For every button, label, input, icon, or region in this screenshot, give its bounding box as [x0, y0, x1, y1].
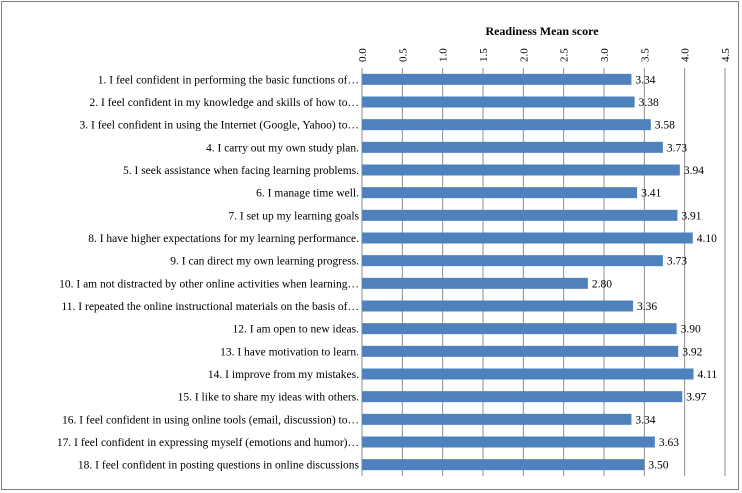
x-tick-label: 2.5 [558, 48, 571, 62]
data-label: 3.73 [666, 255, 688, 268]
bar [362, 210, 677, 221]
bar [362, 97, 635, 108]
bar-chart [2, 2, 740, 491]
x-tick-label: 4.0 [679, 48, 692, 62]
data-label: 3.36 [637, 301, 658, 313]
x-tick-label: 3.0 [599, 48, 611, 62]
category-labels [57, 74, 360, 471]
data-label: 3.91 [681, 210, 702, 223]
data-label: 3.73 [666, 142, 688, 155]
data-label: 3.41 [641, 187, 662, 200]
bar [362, 255, 663, 266]
x-tick-label: 3.5 [639, 48, 652, 62]
chart-frame [1, 1, 739, 490]
bar [362, 414, 631, 425]
data-label: 3.90 [680, 323, 701, 336]
bar [362, 187, 637, 198]
x-tick-label: 2.0 [518, 48, 531, 62]
bar [362, 74, 631, 85]
bar [362, 142, 663, 153]
data-label: 3.34 [635, 74, 656, 87]
bar [362, 391, 682, 402]
category-label: 15. I like to share my ideas with others. [177, 391, 359, 404]
bar [362, 323, 677, 334]
data-labels [592, 74, 718, 471]
x-tick-label: 4.5 [720, 48, 732, 62]
data-label: 3.58 [654, 119, 675, 132]
category-label: 12. I am open to new ideas. [232, 323, 359, 336]
data-label: 4.11 [697, 369, 718, 381]
category-label: 3. I feel confident in using the Internet (Google, Yahoo) to… [79, 119, 359, 132]
x-tick-label: 1.0 [437, 48, 450, 62]
category-label: 8. I have higher expectations for my learning performance. [88, 233, 359, 245]
category-label: 2. I feel confident in my knowledge and skills of how to… [89, 97, 359, 109]
bar [362, 459, 644, 470]
category-label: 6. I manage time well. [256, 187, 359, 200]
data-label: 3.63 [658, 437, 679, 449]
x-tick-label: 0.0 [357, 48, 369, 62]
category-label: 14. I improve from my mistakes. [207, 369, 359, 381]
bar [362, 119, 651, 130]
bar [362, 437, 655, 448]
category-label: 7. I set up my learning goals [228, 210, 359, 223]
data-label: 3.92 [682, 346, 703, 359]
bar [362, 278, 588, 289]
category-label: 9. I can direct my own learning progress. [170, 255, 359, 268]
category-label: 16. I feel confident in using online tools (email, discussion) to… [61, 414, 359, 427]
bar [362, 233, 693, 244]
category-label: 1. I feel confident in performing the basic functions of… [97, 74, 359, 87]
category-label: 10. I am not distracted by other online activities when learning… [59, 278, 359, 291]
data-label: 3.97 [686, 391, 707, 404]
category-label: 4. I carry out my own study plan. [206, 142, 359, 155]
chart-title: Readiness Mean score [485, 24, 599, 38]
x-axis-ticks [357, 48, 732, 62]
category-label: 5. I seek assistance when facing learning problems. [123, 165, 359, 177]
bar [362, 346, 678, 357]
bars [362, 74, 694, 470]
data-label: 3.34 [635, 414, 656, 427]
data-label: 2.80 [591, 278, 612, 291]
bar [362, 301, 633, 312]
category-label: 17. I feel confident in expressing myself (emotions and humor)… [56, 437, 359, 449]
data-label: 3.50 [648, 459, 669, 472]
x-tick-label: 0.5 [397, 48, 410, 62]
category-label: 18. I feel confident in posting questions in online discussions [77, 459, 359, 472]
data-label: 3.38 [638, 97, 659, 109]
data-label: 3.94 [683, 165, 704, 177]
x-tick-label: 1.5 [478, 48, 490, 62]
category-label: 13. I have motivation to learn. [220, 346, 359, 359]
bar [362, 165, 680, 176]
bar [362, 369, 694, 380]
category-label: 11. I repeated the online instructional materials on the basis of… [61, 301, 359, 313]
data-label: 4.10 [696, 233, 717, 245]
